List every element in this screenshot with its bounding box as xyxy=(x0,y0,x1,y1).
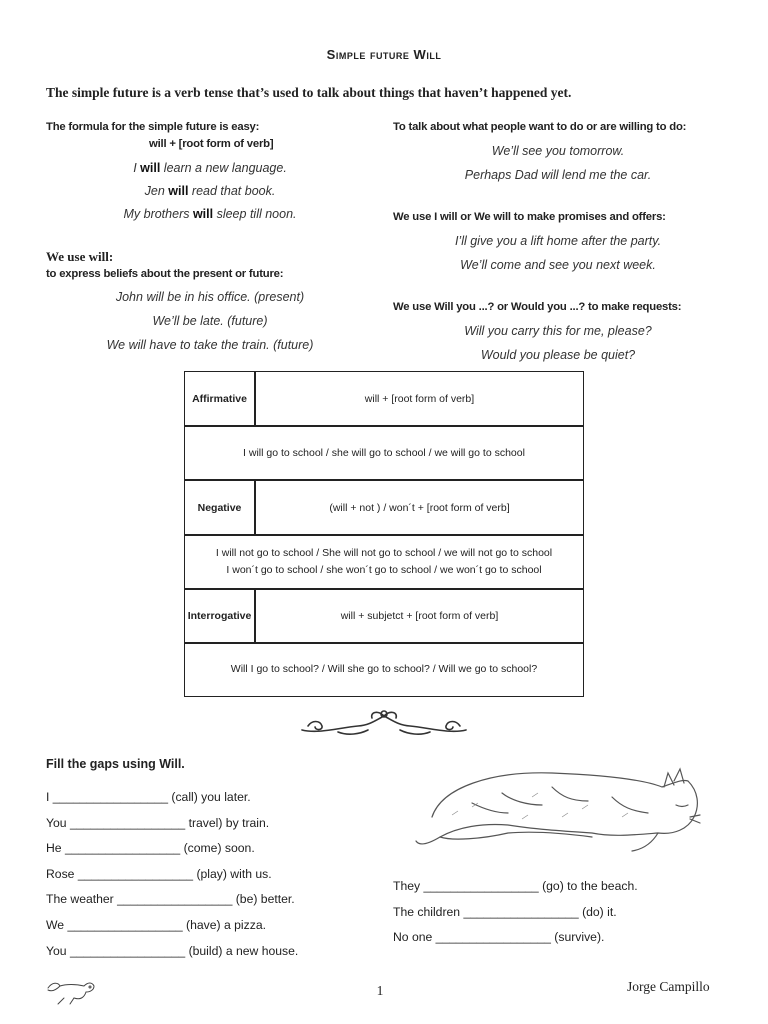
use-example-1: John will be in his office. (present) xyxy=(115,290,305,304)
request-example-2: Would you please be quiet? xyxy=(480,348,636,362)
exercise-item-5: The weather _________________ (be) better. xyxy=(46,892,295,906)
affirmative-example: I will go to school / she will go to school / we will go to school xyxy=(243,446,525,459)
formula-example-2: Jen will read that book. xyxy=(144,184,276,198)
table-row-interrogative xyxy=(185,590,583,644)
want-example-2: Perhaps Dad will lend me the car. xyxy=(464,168,652,182)
want-heading: To talk about what people want to do or are willing to do: xyxy=(393,121,687,133)
author-name: Jorge Campillo xyxy=(627,979,710,994)
negative-label: Negative xyxy=(185,481,256,534)
exercise-item-10: No one _________________ (survive). xyxy=(393,930,605,944)
promise-heading: We use I will or We will to make promises and offers: xyxy=(393,211,666,223)
use-will-subheading: to express beliefs about the present or future: xyxy=(46,268,284,280)
formula-text: will + [root form of verb] xyxy=(149,138,274,150)
table-row-interrogative-example xyxy=(185,644,583,695)
page-title: Simple future Will xyxy=(326,47,442,62)
exercise-item-2: You _________________ travel) by train. xyxy=(46,816,270,830)
interrogative-example: Will I go to school? / Will she go to school? / Will we go to school? xyxy=(230,663,538,675)
exercise-item-7: You _________________ (build) a new house. xyxy=(46,944,299,958)
use-example-2: We’ll be late. (future) xyxy=(152,314,268,328)
table-row-affirmative-example xyxy=(185,427,583,481)
want-example-1: We’ll see you tomorrow. xyxy=(491,144,625,158)
exercise-item-4: Rose _________________ (play) with us. xyxy=(46,867,272,881)
exercise-item-6: We _________________ (have) a pizza. xyxy=(46,918,266,932)
grammar-table xyxy=(184,371,584,697)
table-row-negative xyxy=(185,481,583,536)
page-number: 1 xyxy=(376,983,384,998)
affirmative-label: Affirmative xyxy=(185,372,256,425)
negative-formula: (will + not ) / won´t + [root form of verb] xyxy=(329,501,510,514)
sleeping-cat-illustration xyxy=(412,757,704,865)
affirmative-formula: will + [root form of verb] xyxy=(364,392,475,405)
exercise-item-3: He _________________ (come) soon. xyxy=(46,841,255,855)
intro-text: The simple future is a verb tense that’s used to talk about things that haven’t happened yet. xyxy=(46,85,572,100)
formula-heading: The formula for the simple future is easy: xyxy=(46,121,260,133)
request-example-1: Will you carry this for me, please? xyxy=(464,324,652,338)
negative-example-1: I will not go to school / She will not go to school / we will not go to school xyxy=(215,547,553,559)
exercise-item-8: They _________________ (go) to the beach. xyxy=(393,879,638,893)
exercise-heading: Fill the gaps using Will. xyxy=(46,757,185,771)
formula-example-3: My brothers will sleep till noon. xyxy=(123,207,297,221)
promise-example-1: I’ll give you a lift home after the party. xyxy=(454,234,662,248)
use-example-3: We will have to take the train. (future) xyxy=(106,338,314,352)
negative-example-2: I won´t go to school / she won´t go to school / we won´t go to school xyxy=(226,564,542,576)
interrogative-formula: will + subjetct + [root form of verb] xyxy=(340,610,499,622)
promise-example-2: We’ll come and see you next week. xyxy=(460,258,656,272)
exercise-item-1: I _________________ (call) you later. xyxy=(46,790,251,804)
table-row-affirmative xyxy=(185,372,583,427)
exercise-item-9: The children _________________ (do) it. xyxy=(393,905,617,919)
table-row-negative-example xyxy=(185,536,583,590)
interrogative-label: Interrogative xyxy=(185,590,256,642)
request-heading: We use Will you ...? or Would you ...? to make requests: xyxy=(393,301,682,313)
ornamental-divider xyxy=(298,704,470,740)
use-will-heading: We use will: xyxy=(46,249,114,264)
formula-example-1: I will learn a new language. xyxy=(133,161,287,175)
